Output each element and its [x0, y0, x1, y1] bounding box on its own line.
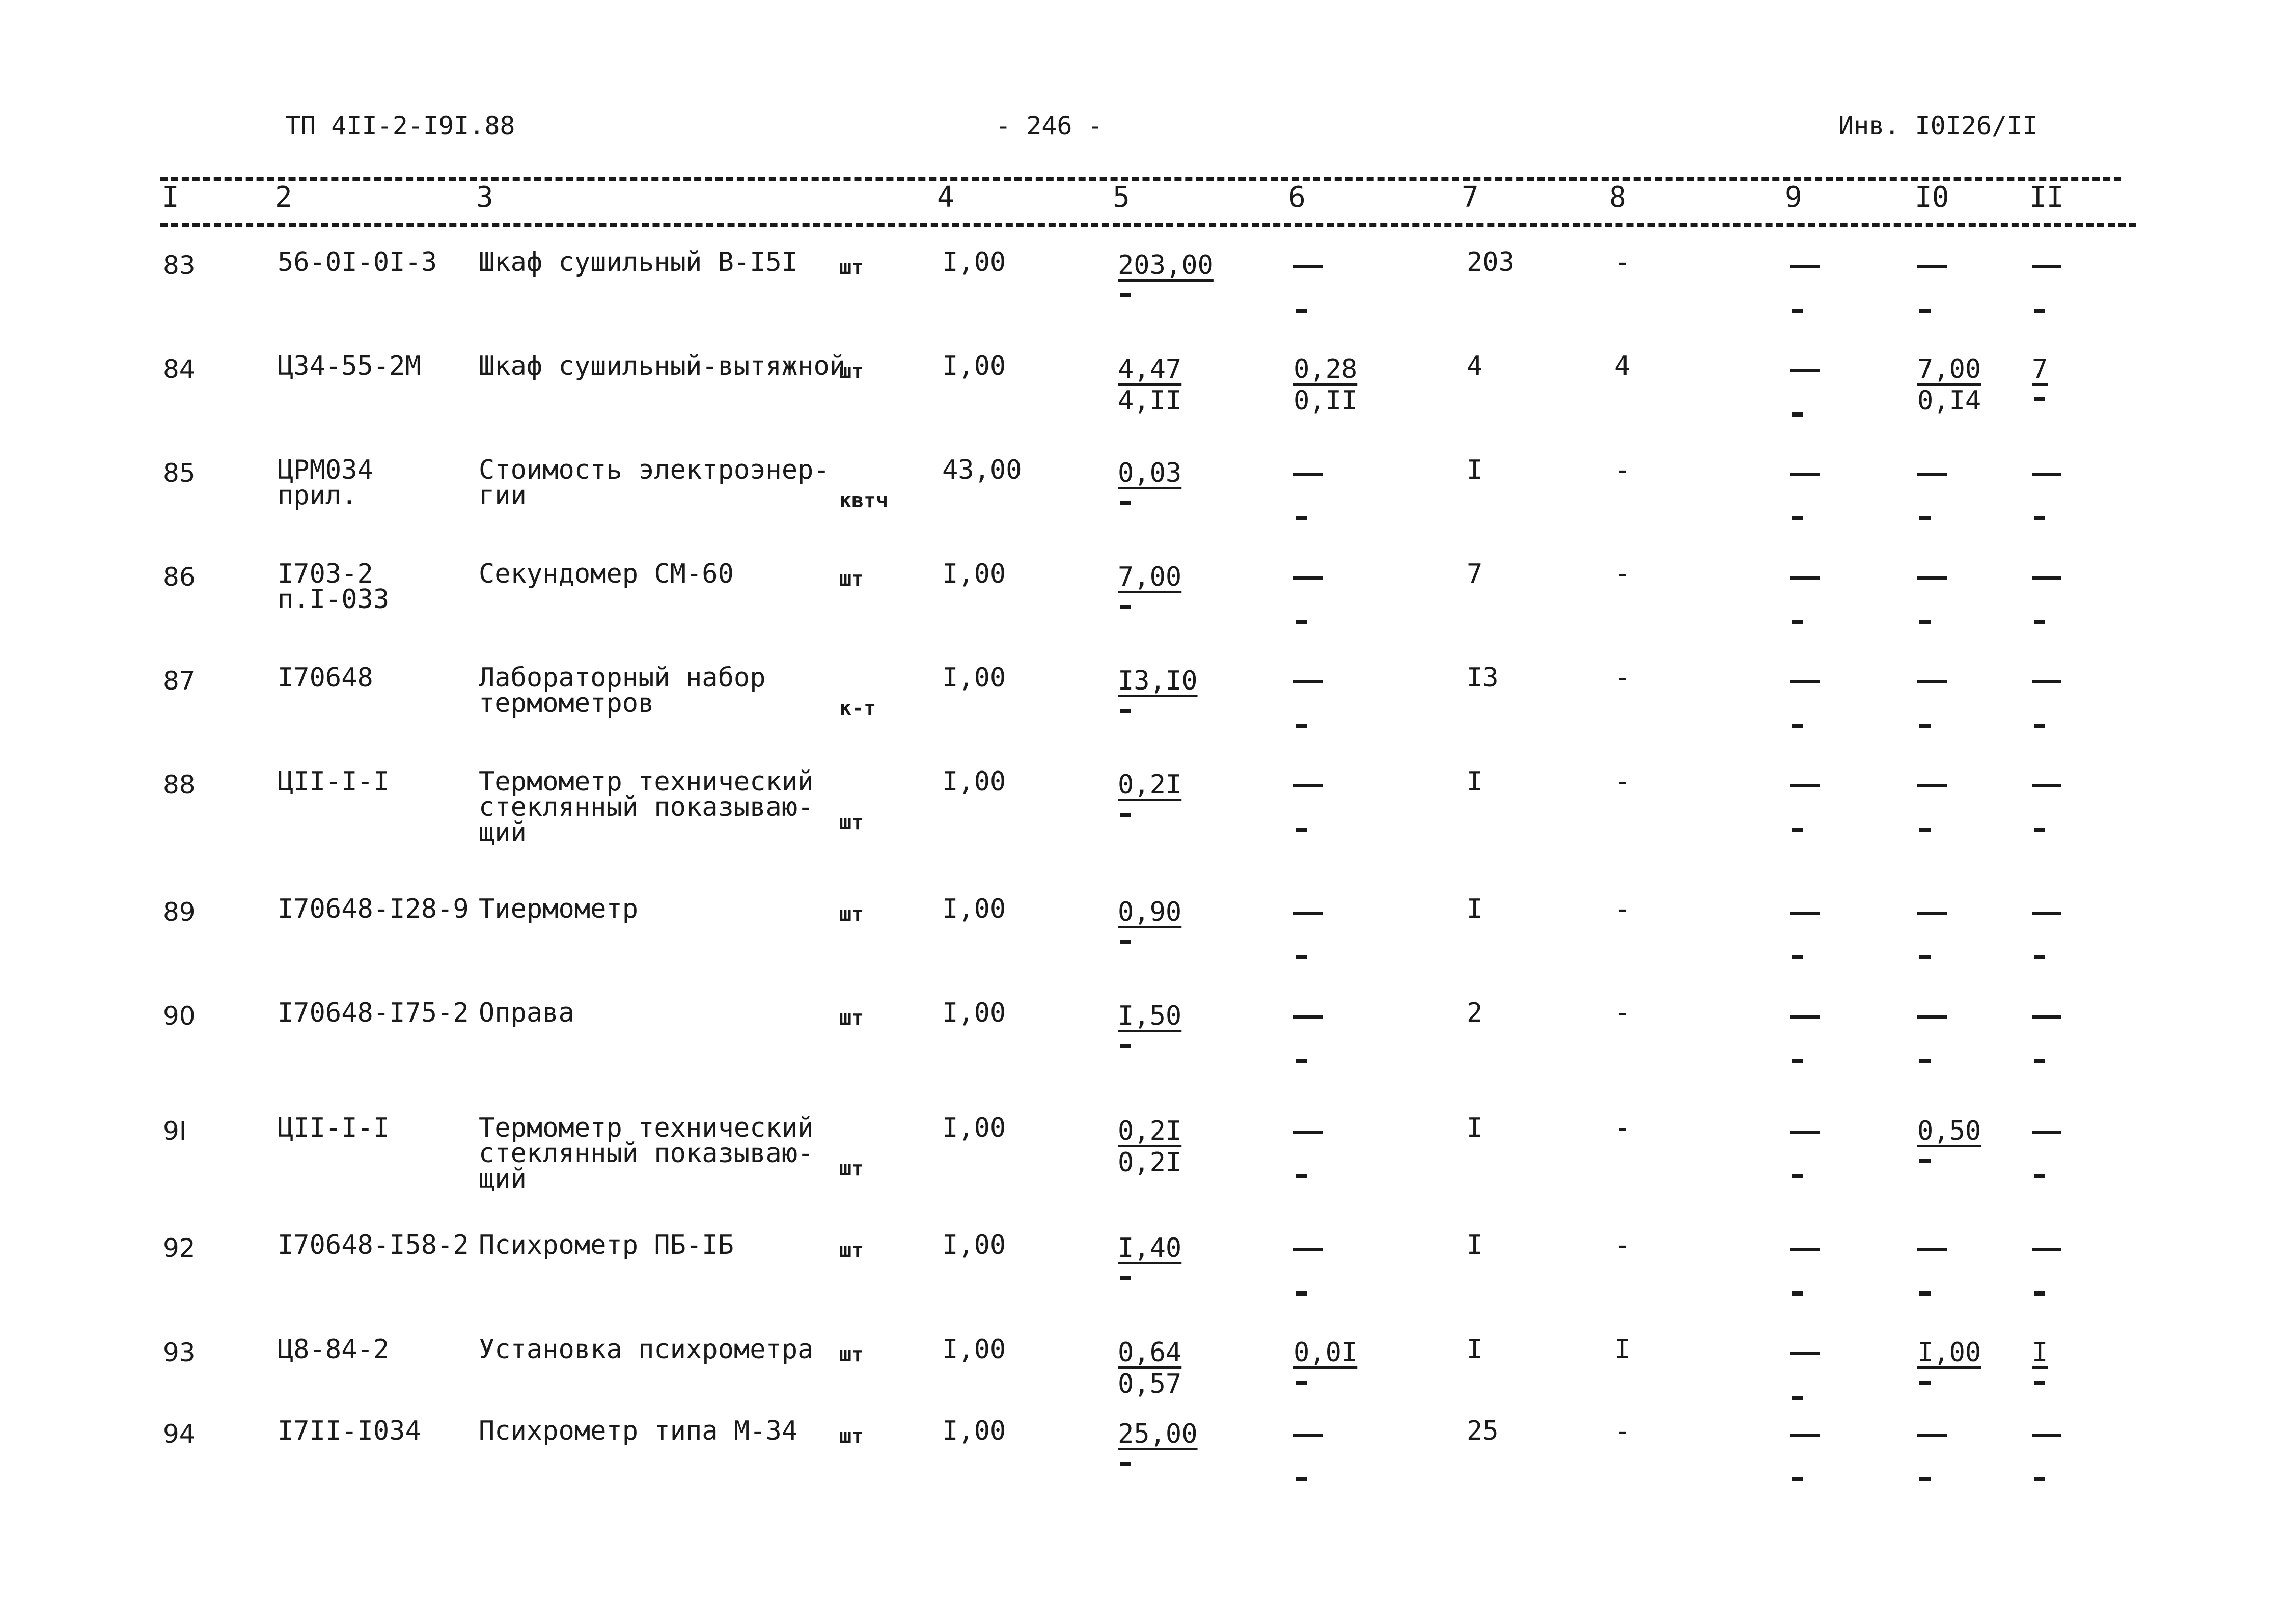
- col10-value-numerator: 7,00: [1917, 354, 1981, 384]
- col5-value-numerator: I,40: [1118, 1233, 1182, 1263]
- item-name: Шкаф сушильный В-I5I: [479, 247, 798, 278]
- col11-value: [2032, 561, 2129, 652]
- header-rule-top: [160, 177, 2121, 181]
- col10-value-denominator: [1917, 1059, 2014, 1091]
- col6-value: [1293, 1337, 1390, 1412]
- col7-value: I: [1467, 1230, 1483, 1260]
- unit: шт: [839, 256, 864, 279]
- col5-value: [1118, 457, 1215, 533]
- col10-value-denominator: [1917, 620, 2014, 652]
- col6-value-denominator: [1293, 620, 1390, 652]
- col10-value: [1917, 1000, 2014, 1091]
- col6-value-denominator: [1293, 724, 1390, 756]
- col9-value-numerator: [1790, 473, 1887, 504]
- col9-value: [1790, 1232, 1887, 1323]
- col11-value-numerator: 7: [2032, 354, 2048, 384]
- col7-value: 25: [1467, 1416, 1499, 1446]
- col5-value: [1118, 769, 1215, 844]
- column-number: 2: [275, 181, 292, 214]
- col6-value-numerator: [1293, 784, 1390, 816]
- page-number: - 246 -: [996, 111, 1103, 141]
- col10-value-numerator: [1917, 1248, 2014, 1279]
- col9-value: [1790, 1418, 1887, 1509]
- col5-value-denominator: [1118, 813, 1215, 844]
- col11-value-denominator: [2032, 1477, 2129, 1509]
- col6-value-numerator: 0,0I: [1293, 1337, 1358, 1368]
- col9-value-denominator: [1790, 1477, 1887, 1509]
- col8-value: 4: [1614, 351, 1631, 381]
- col11-value: [2032, 896, 2129, 987]
- col6-value: [1293, 769, 1390, 860]
- row-number: 83: [163, 251, 196, 280]
- col10-value-denominator: [1917, 1477, 2014, 1509]
- col11-value-denominator: [2032, 309, 2129, 340]
- quantity: I,00: [942, 1113, 1006, 1143]
- col9-value-denominator: [1790, 724, 1887, 756]
- price-code: I7II-I034: [278, 1416, 421, 1446]
- col11-value-denominator: [2032, 1174, 2129, 1206]
- col6-value-denominator: [1293, 1477, 1390, 1509]
- unit: квтч: [839, 489, 889, 512]
- col6-value: [1293, 1000, 1390, 1091]
- price-code: I70648-I75-2: [278, 998, 469, 1028]
- col5-value-denominator: [1118, 940, 1215, 972]
- row-number: 90: [163, 1001, 196, 1031]
- col7-value: 7: [1467, 559, 1483, 589]
- unit: шт: [839, 902, 864, 926]
- col5-value-numerator: 7,00: [1118, 562, 1182, 592]
- col5-value-numerator: 0,90: [1118, 897, 1182, 927]
- header-rule-bottom: [160, 223, 2136, 227]
- column-number: I: [162, 181, 179, 214]
- col9-value-denominator: [1790, 309, 1887, 340]
- unit: шт: [839, 811, 864, 834]
- col6-value-numerator: [1293, 912, 1390, 943]
- price-code: 56-0I-0I-3: [278, 247, 437, 278]
- quantity: I,00: [942, 894, 1006, 924]
- col6-value-denominator: [1293, 1059, 1390, 1091]
- col11-value: [2032, 665, 2129, 756]
- item-name: Оправа: [479, 998, 574, 1028]
- col9-value-numerator: [1790, 1434, 1887, 1465]
- col8-value: -: [1614, 663, 1631, 693]
- col9-value: [1790, 1000, 1887, 1091]
- col10-value-numerator: [1917, 784, 2014, 816]
- col9-value-denominator: [1790, 516, 1887, 548]
- col9-value: [1790, 1115, 1887, 1206]
- col5-value: [1118, 1232, 1215, 1308]
- col11-value: [2032, 457, 2129, 548]
- col5-value: [1118, 665, 1215, 740]
- unit: шт: [839, 1157, 864, 1180]
- row-number: 85: [163, 458, 196, 488]
- col10-value-denominator: [1917, 828, 2014, 860]
- col6-value-denominator: [1293, 309, 1390, 340]
- col10-value: [1917, 665, 2014, 756]
- table-row: [0, 353, 2286, 455]
- col9-value-numerator: [1790, 576, 1887, 608]
- col7-value: I: [1467, 894, 1483, 924]
- table-row: [0, 561, 2286, 663]
- col5-value: [1118, 1418, 1215, 1494]
- col11-value-numerator: [2032, 912, 2129, 943]
- price-code: ЦРМ034 прил.: [278, 455, 373, 511]
- col5-value-numerator: 25,00: [1118, 1419, 1198, 1449]
- col9-value-denominator: [1790, 1059, 1887, 1091]
- col10-value-numerator: [1917, 576, 2014, 608]
- col9-value: [1790, 665, 1887, 756]
- price-code: I70648-I58-2: [278, 1230, 469, 1260]
- col11-value-denominator: [2032, 955, 2129, 987]
- price-code: I70648-I28-9: [278, 894, 469, 924]
- col11-value-numerator: [2032, 1131, 2129, 1162]
- col11-value-denominator: [2032, 1381, 2129, 1412]
- col7-value: 4: [1467, 351, 1483, 381]
- col9-value-numerator: [1790, 1248, 1887, 1279]
- col10-value-denominator: [1917, 724, 2014, 756]
- col5-value-denominator: [1118, 605, 1215, 637]
- column-number: II: [2029, 181, 2064, 214]
- col5-value: [1118, 250, 1215, 325]
- col9-value-numerator: [1790, 1015, 1887, 1047]
- col9-value-denominator: [1790, 620, 1887, 652]
- row-number: 87: [163, 666, 196, 696]
- col6-value: [1293, 353, 1390, 417]
- col7-value: I: [1467, 1113, 1483, 1143]
- col10-value: [1917, 1418, 2014, 1509]
- col9-value-numerator: [1790, 680, 1887, 712]
- col10-value-denominator: [1917, 1159, 2014, 1191]
- col11-value: [2032, 1418, 2129, 1509]
- quantity: I,00: [942, 559, 1006, 589]
- item-name: Психрометр типа М-34: [479, 1416, 798, 1446]
- table-row: [0, 247, 2286, 351]
- col10-value-denominator: [1917, 955, 2014, 987]
- col11-value-denominator: [2032, 1059, 2129, 1091]
- table-row: [0, 457, 2286, 559]
- col11-value: [2032, 1337, 2129, 1412]
- col11-value-numerator: [2032, 784, 2129, 816]
- col6-value-denominator: [1293, 516, 1390, 548]
- col10-value: [1917, 1115, 2014, 1191]
- col6-value-numerator: 0,28: [1293, 354, 1358, 384]
- inventory-number: Инв. I0I26/II: [1838, 111, 2038, 141]
- col9-value-denominator: [1790, 828, 1887, 860]
- col5-value: [1118, 353, 1215, 417]
- col5-value: [1118, 561, 1215, 637]
- quantity: I,00: [942, 1334, 1006, 1365]
- col10-value-numerator: 0,50: [1917, 1116, 1981, 1146]
- col5-value-numerator: 203,00: [1118, 250, 1214, 281]
- col11-value-denominator: [2032, 620, 2129, 652]
- col5-value-numerator: 0,2I: [1118, 769, 1182, 800]
- col7-value: 2: [1467, 998, 1483, 1028]
- col11-value-numerator: [2032, 473, 2129, 504]
- col11-value-numerator: [2032, 576, 2129, 608]
- price-code: Ц34-55-2М: [278, 351, 421, 381]
- col6-value: [1293, 1418, 1390, 1509]
- col5-value-numerator: 0,64: [1118, 1337, 1182, 1368]
- col10-value: [1917, 457, 2014, 548]
- col10-value-numerator: [1917, 265, 2014, 296]
- col8-value: -: [1614, 766, 1631, 797]
- col11-value-numerator: [2032, 680, 2129, 712]
- row-number: 93: [163, 1338, 196, 1367]
- col5-value-numerator: 4,47: [1118, 354, 1182, 384]
- col6-value-numerator: [1293, 1131, 1390, 1162]
- col10-value-denominator: [1917, 309, 2014, 340]
- col6-value: [1293, 457, 1390, 548]
- col7-value: I: [1467, 455, 1483, 485]
- col6-value: [1293, 250, 1390, 340]
- row-number: 92: [163, 1233, 196, 1263]
- col8-value: -: [1614, 559, 1631, 589]
- quantity: 43,00: [942, 455, 1022, 485]
- column-number: 8: [1609, 181, 1627, 214]
- price-code: Ц8-84-2: [278, 1334, 390, 1365]
- col9-value-numerator: [1790, 265, 1887, 296]
- unit: шт: [839, 1424, 864, 1448]
- col11-value: [2032, 250, 2129, 340]
- col9-value-numerator: [1790, 1352, 1887, 1384]
- col6-value: [1293, 665, 1390, 756]
- col10-value: [1917, 353, 2014, 417]
- column-number: 3: [476, 181, 493, 214]
- unit: шт: [839, 1343, 864, 1366]
- col5-value-denominator: 0,2I: [1118, 1147, 1182, 1178]
- price-code: I70648: [278, 663, 373, 693]
- quantity: I,00: [942, 766, 1006, 797]
- col11-value: [2032, 1115, 2129, 1206]
- unit: шт: [839, 1006, 864, 1030]
- quantity: I,00: [942, 1230, 1006, 1260]
- col10-value: [1917, 250, 2014, 340]
- col10-value-numerator: I,00: [1917, 1337, 1981, 1368]
- col5-value-denominator: [1118, 1044, 1215, 1076]
- col6-value-denominator: [1293, 955, 1390, 987]
- item-name: Лабораторный набор термометров: [479, 663, 766, 719]
- col7-value: I: [1467, 1334, 1483, 1365]
- column-number: 6: [1288, 181, 1306, 214]
- col6-value: [1293, 1115, 1390, 1206]
- item-name: Шкаф сушильный-вытяжной: [479, 351, 846, 381]
- col11-value-denominator: [2032, 828, 2129, 860]
- col11-value-denominator: [2032, 397, 2129, 429]
- col7-value: I: [1467, 766, 1483, 797]
- col9-value: [1790, 457, 1887, 548]
- column-number: 9: [1785, 181, 1802, 214]
- col11-value: [2032, 1000, 2129, 1091]
- col10-value-numerator: [1917, 680, 2014, 712]
- unit: к-т: [839, 697, 876, 720]
- col9-value: [1790, 561, 1887, 652]
- item-name: Установка психрометра: [479, 1334, 814, 1365]
- col5-value-denominator: [1118, 709, 1215, 740]
- col7-value: 203: [1467, 247, 1514, 278]
- item-name: Секундомер СМ-60: [479, 559, 734, 589]
- col5-value: [1118, 1337, 1215, 1400]
- col11-value-numerator: I: [2032, 1337, 2048, 1368]
- table-row: [0, 1115, 2286, 1217]
- quantity: I,00: [942, 247, 1006, 278]
- col11-value-numerator: [2032, 1434, 2129, 1465]
- quantity: I,00: [942, 351, 1006, 381]
- col5-value: [1118, 896, 1215, 972]
- col8-value: -: [1614, 998, 1631, 1028]
- col8-value: -: [1614, 894, 1631, 924]
- item-name: Термометр технический стеклянный показываю- щий: [479, 1113, 814, 1194]
- row-number: 9I: [163, 1116, 187, 1146]
- col11-value-numerator: [2032, 1248, 2129, 1279]
- col10-value: [1917, 1337, 2014, 1412]
- table-row: [0, 1000, 2286, 1102]
- col8-value: -: [1614, 455, 1631, 485]
- col9-value-denominator: [1790, 955, 1887, 987]
- price-code: I703-2 п.I-033: [278, 559, 390, 615]
- row-number: 84: [163, 354, 196, 384]
- col5-value-denominator: 4,II: [1118, 386, 1182, 416]
- unit: шт: [839, 567, 864, 591]
- table-row: [0, 665, 2286, 767]
- col10-value-denominator: 0,I4: [1917, 386, 1981, 416]
- col6-value-numerator: [1293, 576, 1390, 608]
- item-name: Тиермометр: [479, 894, 639, 924]
- col10-value-numerator: [1917, 473, 2014, 504]
- col10-value-denominator: [1917, 516, 2014, 548]
- unit: шт: [839, 360, 864, 383]
- table-row: [0, 1232, 2286, 1334]
- col9-value-numerator: [1790, 912, 1887, 943]
- table-row: [0, 766, 2286, 871]
- col9-value-denominator: [1790, 1291, 1887, 1323]
- col11-value-denominator: [2032, 516, 2129, 548]
- col11-value: [2032, 769, 2129, 860]
- col5-value-numerator: I3,I0: [1118, 666, 1198, 696]
- col8-value: -: [1614, 247, 1631, 278]
- col10-value: [1917, 769, 2014, 860]
- col5-value: [1118, 1000, 1215, 1076]
- col9-value: [1790, 769, 1887, 860]
- col10-value: [1917, 896, 2014, 987]
- col8-value: -: [1614, 1416, 1631, 1446]
- col8-value: I: [1614, 1334, 1631, 1365]
- col6-value-denominator: [1293, 1381, 1390, 1412]
- col9-value: [1790, 896, 1887, 987]
- col6-value-denominator: [1293, 1291, 1390, 1323]
- col5-value-numerator: I,50: [1118, 1001, 1182, 1031]
- doc-code: ТП 4II-2-I9I.88: [285, 111, 515, 141]
- col6-value-denominator: 0,II: [1293, 386, 1358, 416]
- col6-value: [1293, 1232, 1390, 1323]
- table-row: [0, 896, 2286, 998]
- item-name: Стоимость электроэнер- гии: [479, 455, 830, 511]
- col10-value: [1917, 1232, 2014, 1323]
- col5-value-denominator: 0,57: [1118, 1369, 1182, 1399]
- col9-value-denominator: [1790, 412, 1887, 444]
- col5-value-denominator: [1118, 293, 1215, 325]
- col6-value: [1293, 561, 1390, 652]
- col9-value-numerator: [1790, 784, 1887, 816]
- col6-value-numerator: [1293, 265, 1390, 296]
- col10-value-denominator: [1917, 1291, 2014, 1323]
- col9-value-numerator: [1790, 1131, 1887, 1162]
- col10-value: [1917, 561, 2014, 652]
- col6-value-numerator: [1293, 473, 1390, 504]
- column-number: I0: [1915, 181, 1949, 214]
- row-number: 94: [163, 1419, 196, 1449]
- column-number: 7: [1462, 181, 1479, 214]
- col6-value-denominator: [1293, 828, 1390, 860]
- col6-value-numerator: [1293, 1248, 1390, 1279]
- col6-value-numerator: [1293, 1434, 1390, 1465]
- quantity: I,00: [942, 998, 1006, 1028]
- col10-value-denominator: [1917, 1381, 2014, 1412]
- col9-value-denominator: [1790, 1174, 1887, 1206]
- row-number: 86: [163, 562, 196, 592]
- col11-value-numerator: [2032, 265, 2129, 296]
- item-name: Термометр технический стеклянный показываю- щий: [479, 766, 814, 848]
- col11-value-denominator: [2032, 724, 2129, 756]
- col8-value: -: [1614, 1230, 1631, 1260]
- col10-value-numerator: [1917, 1434, 2014, 1465]
- quantity: I,00: [942, 663, 1006, 693]
- col11-value: [2032, 1232, 2129, 1323]
- column-number: 5: [1113, 181, 1130, 214]
- price-code: ЦII-I-I: [278, 1113, 390, 1143]
- col5-value-denominator: [1118, 1462, 1215, 1494]
- price-code: ЦII-I-I: [278, 766, 390, 797]
- quantity: I,00: [942, 1416, 1006, 1446]
- col5-value: [1118, 1115, 1215, 1178]
- row-number: 88: [163, 770, 196, 800]
- col11-value-denominator: [2032, 1291, 2129, 1323]
- col5-value-denominator: [1118, 501, 1215, 533]
- col6-value-denominator: [1293, 1174, 1390, 1206]
- col11-value: [2032, 353, 2129, 429]
- col6-value-numerator: [1293, 680, 1390, 712]
- table-row: [0, 1418, 2286, 1520]
- col8-value: -: [1614, 1113, 1631, 1143]
- col6-value-numerator: [1293, 1015, 1390, 1047]
- item-name: Психрометр ПБ-IБ: [479, 1230, 734, 1260]
- column-number: 4: [937, 181, 954, 214]
- col11-value-numerator: [2032, 1015, 2129, 1047]
- col9-value: [1790, 1337, 1887, 1427]
- col10-value-numerator: [1917, 1015, 2014, 1047]
- col7-value: I3: [1467, 663, 1499, 693]
- col6-value: [1293, 896, 1390, 987]
- row-number: 89: [163, 897, 196, 927]
- unit: шт: [839, 1238, 864, 1262]
- col10-value-numerator: [1917, 912, 2014, 943]
- col5-value-numerator: 0,2I: [1118, 1116, 1182, 1146]
- col5-value-denominator: [1118, 1276, 1215, 1308]
- col9-value-numerator: [1790, 369, 1887, 400]
- col9-value: [1790, 250, 1887, 340]
- col9-value: [1790, 353, 1887, 444]
- col5-value-numerator: 0,03: [1118, 458, 1182, 488]
